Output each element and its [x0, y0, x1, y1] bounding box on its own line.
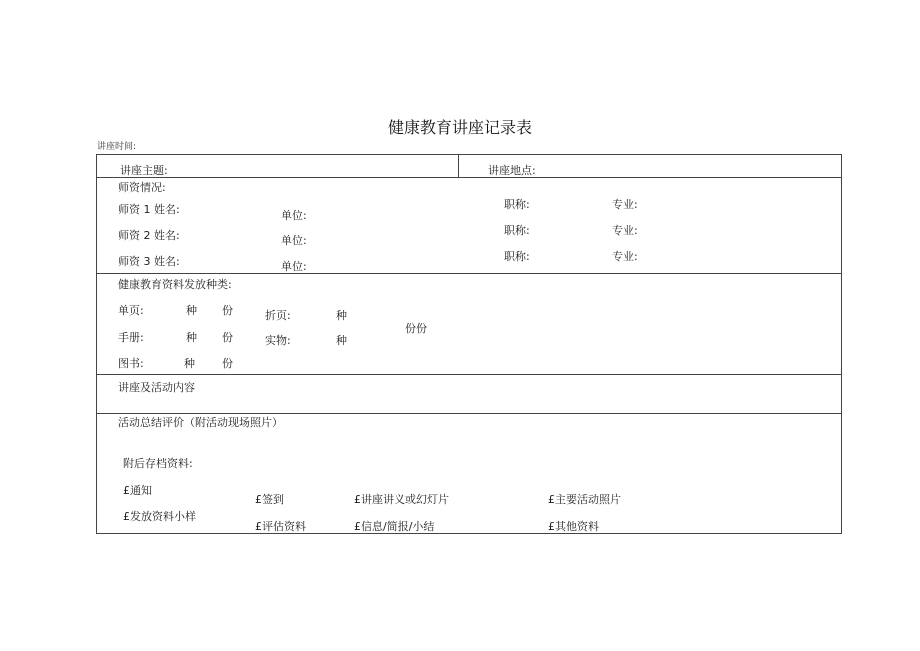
- archive-checkbox-item[interactable]: £发放资料小样: [123, 510, 196, 523]
- archive-checkbox-item[interactable]: £信息/简报/小结: [354, 520, 435, 533]
- kind-label: 种: [186, 304, 197, 317]
- teacher-major-label: 专业:: [612, 198, 638, 211]
- archive-checkbox-item[interactable]: £通知: [123, 484, 152, 497]
- kind-label: 种: [336, 334, 347, 347]
- teacher-unit-label: 单位:: [281, 234, 307, 247]
- row-divider: [96, 374, 842, 375]
- teacher-major-label: 专业:: [612, 250, 638, 263]
- teacher-unit-label: 单位:: [281, 209, 307, 222]
- teacher-title-label: 职称:: [504, 224, 530, 237]
- teacher-name-label: 师资 2 姓名:: [118, 229, 180, 242]
- summary-label: 活动总结评价（附活动现场照片）: [118, 416, 283, 429]
- book-label: 图书:: [118, 357, 144, 370]
- teacher-major-label: 专业:: [612, 224, 638, 237]
- teacher-unit-label: 单位:: [281, 260, 307, 273]
- archive-checkbox-item[interactable]: £讲座讲义或幻灯片: [354, 493, 449, 506]
- archive-checkbox-item[interactable]: £签到: [255, 493, 284, 506]
- location-label: 讲座地点:: [488, 164, 536, 177]
- copies-label: 份: [222, 331, 233, 344]
- copies-label: 份: [222, 357, 233, 370]
- teacher-title-label: 职称:: [504, 250, 530, 263]
- physical-label: 实物:: [265, 334, 291, 347]
- teacher-name-label: 师资 1 姓名:: [118, 203, 180, 216]
- materials-heading: 健康教育资料发放种类:: [118, 278, 232, 291]
- kind-label: 种: [186, 331, 197, 344]
- kind-label: 种: [336, 309, 347, 322]
- row-divider: [96, 413, 842, 414]
- row-divider: [96, 177, 842, 178]
- folded-label: 折页:: [265, 309, 291, 322]
- content-label: 讲座及活动内容: [118, 381, 195, 394]
- archive-heading: 附后存档资料:: [123, 457, 193, 470]
- form-title: 健康教育讲座记录表: [387, 118, 532, 137]
- column-divider: [458, 154, 459, 178]
- record-table: [96, 154, 842, 534]
- kind-label: 种: [184, 357, 195, 370]
- copies-label: 份: [222, 304, 233, 317]
- row-divider: [96, 273, 842, 274]
- archive-checkbox-item[interactable]: £评估资料: [255, 520, 306, 533]
- copies-copies-label: 份份: [405, 322, 427, 335]
- topic-label: 讲座主题:: [120, 164, 168, 177]
- single-page-label: 单页:: [118, 304, 144, 317]
- booklet-label: 手册:: [118, 331, 144, 344]
- teacher-name-label: 师资 3 姓名:: [118, 255, 180, 268]
- teacher-title-label: 职称:: [504, 198, 530, 211]
- teachers-heading: 师资情况:: [118, 181, 166, 194]
- lecture-time-label: 讲座时间:: [97, 142, 137, 152]
- archive-checkbox-item[interactable]: £其他资料: [548, 520, 599, 533]
- archive-checkbox-item[interactable]: £主要活动照片: [548, 493, 621, 506]
